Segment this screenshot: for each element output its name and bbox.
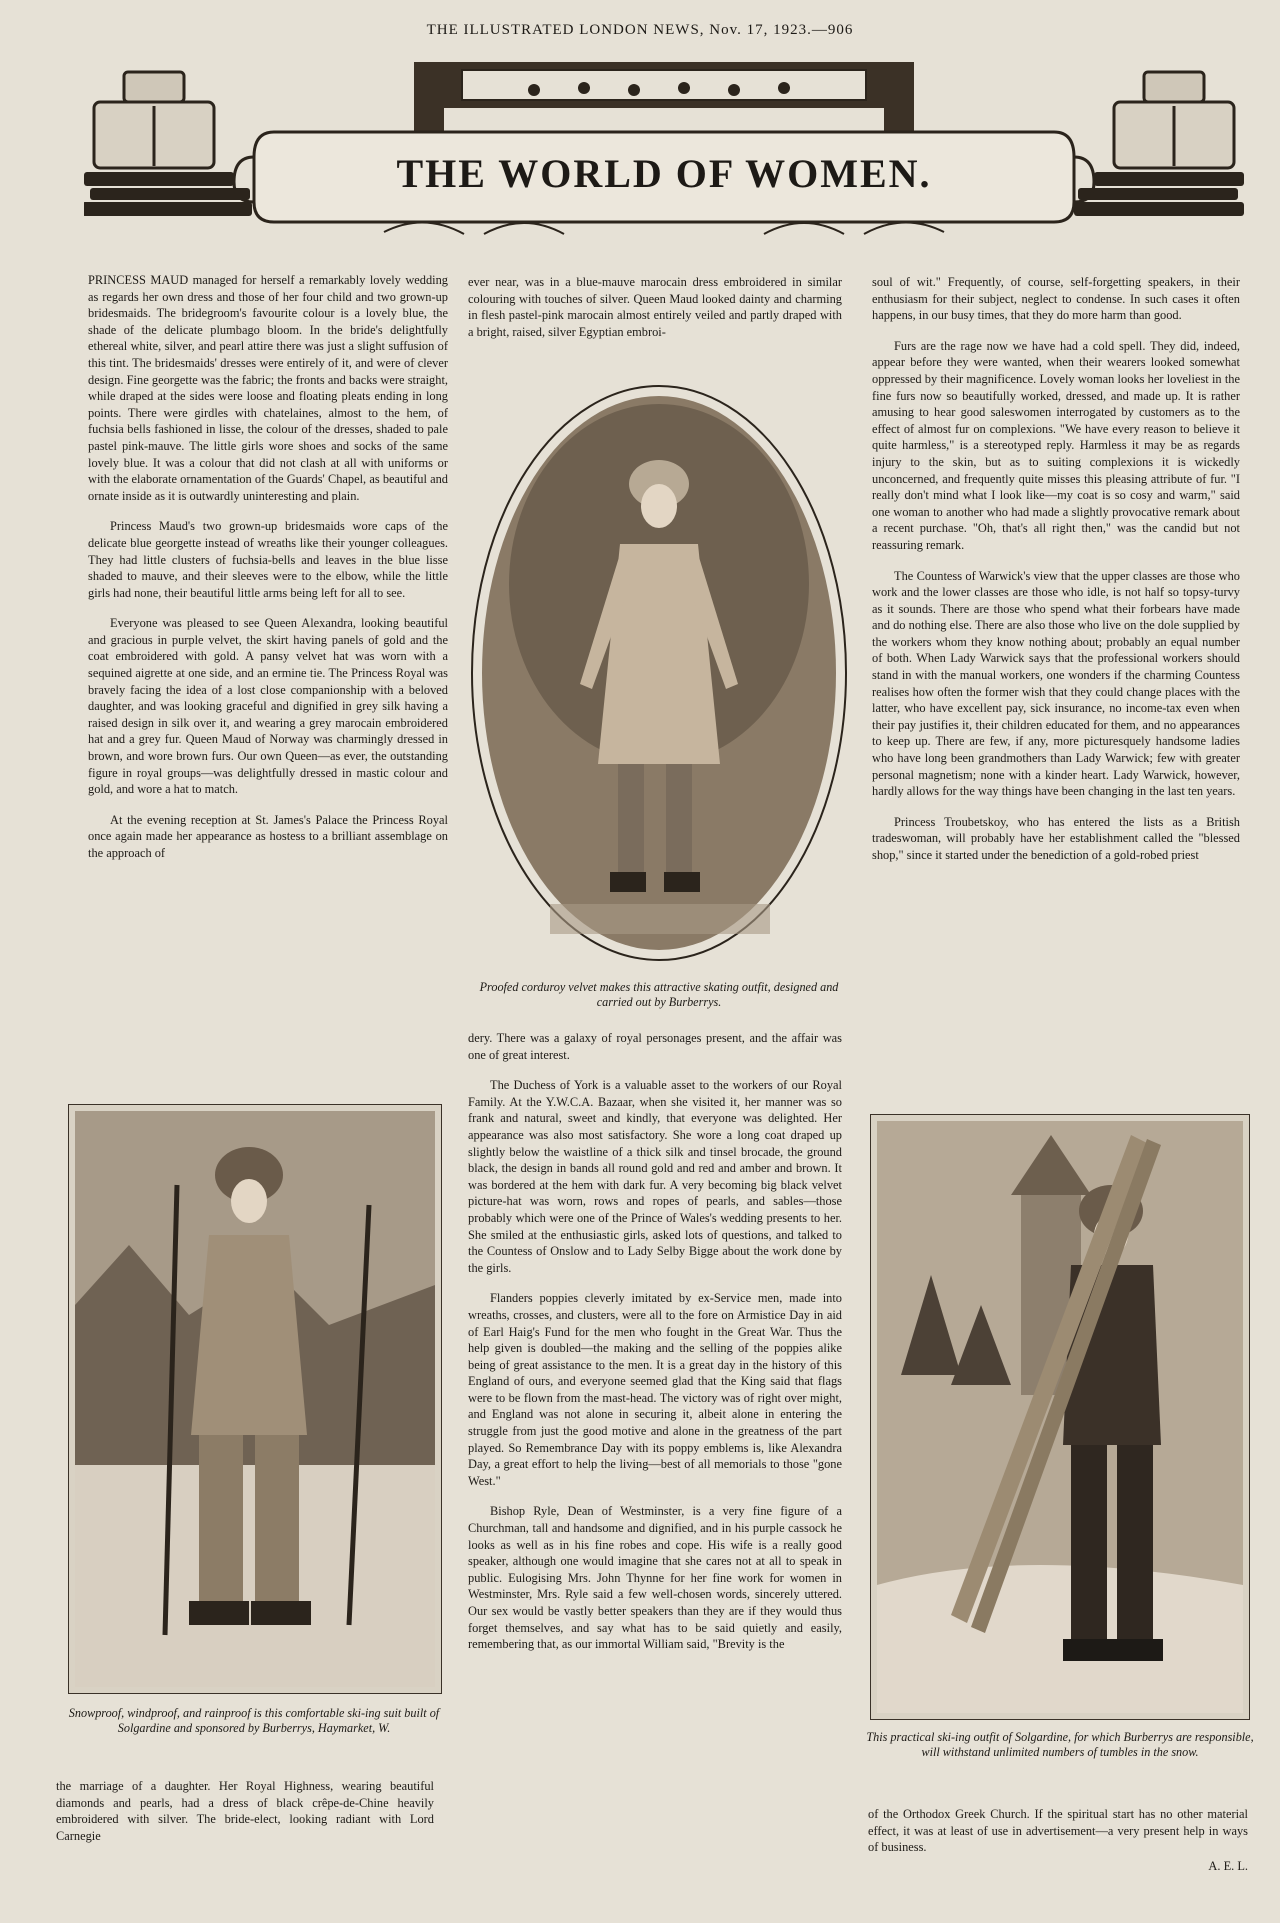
photo-caption-left: Snowproof, windproof, and rainproof is this comfortable ski-ing suit built of Solgardine and sponsored by Burberrys, Haymarket, W.: [68, 1706, 440, 1735]
photo-caption-right: This practical ski-ing outfit of Solgardine, for which Burberrys are responsible, will withstand unlimited numbers of tumbles in the snow.: [866, 1730, 1254, 1759]
author-signature: A. E. L.: [1208, 1858, 1248, 1873]
article-paragraph: ever near, was in a blue-mauve marocain dress embroidered in similar colouring with touches of silver. Queen Maud looked dainty and charming in flesh pastel-pink marocain almost entirely veiled and partly draped with a bright, raised, silver Egyptian embroi-: [468, 275, 842, 339]
skating-photo: [470, 384, 848, 962]
ski-photo-right: [870, 1114, 1250, 1720]
column-3-top: [872, 274, 1240, 1076]
article-paragraph: PRINCESS MAUD managed for herself a remarkably lovely wedding as regards her own dress and those of her four child and two grown-up bridesmaids. The bridegroom's favourite colour is a lovely blue, the shade of the delicate plumbago bloom. In the bride's delightfully ethereal white, silver, and pearl attire there was just a slight suffusion of this tint. The bridesmaids' dresses were entirely of it, and were of clever design. Fine georgette was the fabric; the fronts and backs were straight, while draped at the sides were loose and floating pleats ending in long points. There were girdles with chatelaines, almost to the hem, of fuchsia bells fashioned in lisse, the colour of the dresses, shaded to pale pastel pink-mauve. The little girls wore shoes and socks of the same lovely blue. It was a colour that did not clash at all with uniforms or with the elaborate ornamentation of the Guards' Chapel, as beautiful and ornate inside as it is outwardly uninteresting and plain.: [88, 273, 448, 503]
article-paragraph: the marriage of a daughter. Her Royal Highness, wearing beautiful diamonds and pearls, had a dress of black crêpe-de-Chine heavily embroidered with silver. The bride-elect, looking radiant with Lord Carnegie: [56, 1779, 434, 1843]
column-3-bottom: [868, 1806, 1248, 1896]
article-paragraph: The Countess of Warwick's view that the upper classes are those who work and the lower classes are those who idle, is not half so topsy-turvy as it sounds. There are those who spend what their forbears have made and do nothing else. There are also those who live on the dole supplied by the workers whom they know nothing about; probably an equal number of both. When Lady Warwick says that the professional workers should stand in with the manual workers, one wonders if the charming Countess realises how often the former wish that they could change places with the latter, who have excellent pay, sick insurance, no income-tax even when their pay justifies it, their children educated for them, and no appearances to keep up. There are few, if any, more picturesquely handsome ladies who have long been grandmothers than Lady Warwick; few with greater personal magnetism; none with a kinder heart. Lady Warwick, however, hardly allows for the way things have been changing in the last ten years.: [872, 568, 1240, 799]
article-paragraph: Bishop Ryle, Dean of Westminster, is a very fine figure of a Churchman, tall and handsome and dignified, and in his purple cassock he looks as well as in his fine robes and cope. His wife is a really good speaker, although one would imagine that she cares not at all to speak in public. Eulogising Mrs. John Thynne for her fine work for women in Westminster, Mrs. Ryle said a few well-chosen words, sincerely uttered. Our sex would be vastly better speakers than they are if they would thus forget themselves, and say what has to be said quietly and easily, remembering that, as our immortal William said, "Brevity is the: [468, 1504, 842, 1652]
column-1-top: [88, 272, 448, 1078]
article-paragraph: Furs are the rage now we have had a cold spell. They did, indeed, appear before they were wanted, when their wearers looked somewhat oppressed by their magnificence. Lovely woman looks her loveliest in the fine furs now so beautifully worked, dressed, and made up. It is rather amusing to hear good saleswomen interrogated by customers as to the effect of almost fur on complexions. "We have every reason to believe it quite harmless," is a stereotyped reply. Harmless it may be as regards injury to the skin, but as to suiting complexions it is wickedly unconcerned, and frequently quite misses this pleasing attribute of fur. "I really don't mind what I look like—my coat is so cosy and warm," said one woman to another who had made a slightly provocative remark about a recent purchase. "Oh, that's all right then," was the candid but not reassuring remark.: [872, 338, 1240, 552]
column-2-bottom: [468, 1030, 842, 1870]
ski-photo-left: [68, 1104, 442, 1694]
column-1-bottom: [56, 1778, 434, 1848]
article-paragraph: At the evening reception at St. James's Palace the Princess Royal once again made her appearance as hostess to a brilliant assemblage on the approach of: [88, 812, 448, 860]
article-paragraph: Flanders poppies cleverly imitated by ex-Service men, made into wreaths, crosses, and clusters, were all to the fore on Armistice Day in aid of Earl Haig's Fund for the men who fought in the Great War. Thus the help given is doubled—the making and the selling of the poppies alike being of great assistance to the men. It is a great day in the history of this England of ours, and everyone seemed glad that the King said that flags were to be flown from the mast-head. The victory was of right over might, and England was not alone in securing it, albeit alone in entering the struggle from just the good motive and alone in the greatness of the part played. So Remembrance Day with its poppy emblems is, like Alexandra Day, a great effort to help the living—best of all memorials to those "gone West.": [468, 1291, 842, 1488]
column-2-top: [468, 274, 842, 364]
article-paragraph: The Duchess of York is a valuable asset to the workers of our Royal Family. At the Y.W.C.A. Bazaar, when she visited it, her manner was so frank and natural, sweet and kindly, that everyone was delighted. Her appearance was also most satisfactory. She wore a long coat draped up slightly below the waistline of a thick silk and tinsel brocade, the ground black, the design in bands all round gold and red and amber and brown. It was bordered at the hem with dark fur. A very becoming big black velvet picture-hat was worn, rows and ropes of pearls, and sables—those probably which were one of the Prince of Wales's wedding presents to her. She smiled at the enthusiastic girls, asked lots of questions, and talked to the Countess of Onslow and to Lady Selby Bigge about the work done by the girls.: [468, 1078, 842, 1275]
article-paragraph: of the Orthodox Greek Church. If the spiritual start has no other material effect, it was at least of use in advertisement—a very present help in ways of business.: [868, 1807, 1248, 1855]
running-head: THE ILLUSTRATED LONDON NEWS, Nov. 17, 1923.—906: [426, 22, 854, 38]
article-paragraph: Princess Troubetskoy, who has entered the lists as a British tradeswoman, will probably have her establishment called the "blessed shop," since it started under the benediction of a gold-robed priest: [872, 814, 1240, 862]
article-paragraph: Everyone was pleased to see Queen Alexandra, looking beautiful and gracious in purple velvet, the skirt having panels of gold and the coat embroidered with gold. A pansy velvet hat was worn with a sequined aigrette at one side, and an ermine tie. The Princess Royal was bravely facing the idea of a lost close companionship with a beloved daughter, and was looking graceful and dignified in grey silk having a raised design in silk over it, and wearing a grey marocain embroidered hat and a grey fur. Queen Maud of Norway was charmingly dressed in brown, and wore brown furs. Our own Queen—as ever, the outstanding figure in royal groups—was delightfully dressed in mastic colour and gold, and wore a hat to match.: [88, 616, 448, 797]
article-paragraph: dery. There was a galaxy of royal personages present, and the affair was one of great interest.: [468, 1031, 842, 1062]
photo-caption-center: Proofed corduroy velvet makes this attractive skating outfit, designed and carried out by Burberrys.: [479, 980, 839, 1009]
article-paragraph: soul of wit." Frequently, of course, self-forgetting speakers, in their enthusiasm for their subject, neglect to condense. In such cases it often happens, in our busy times, that they do more harm than good.: [872, 275, 1240, 323]
banner-title: THE WORLD OF WOMEN.: [396, 151, 932, 196]
article-paragraph: Princess Maud's two grown-up bridesmaids wore caps of the delicate blue georgette instead of wreaths like their younger colleagues. They had little clusters of fuchsia-bells and leaves in the blue lisse shaded to mauve, and their sleeves were to the elbow, while the little girls had none, their beautiful little arms being left for all to see.: [88, 519, 448, 600]
section-banner: [84, 62, 1244, 244]
